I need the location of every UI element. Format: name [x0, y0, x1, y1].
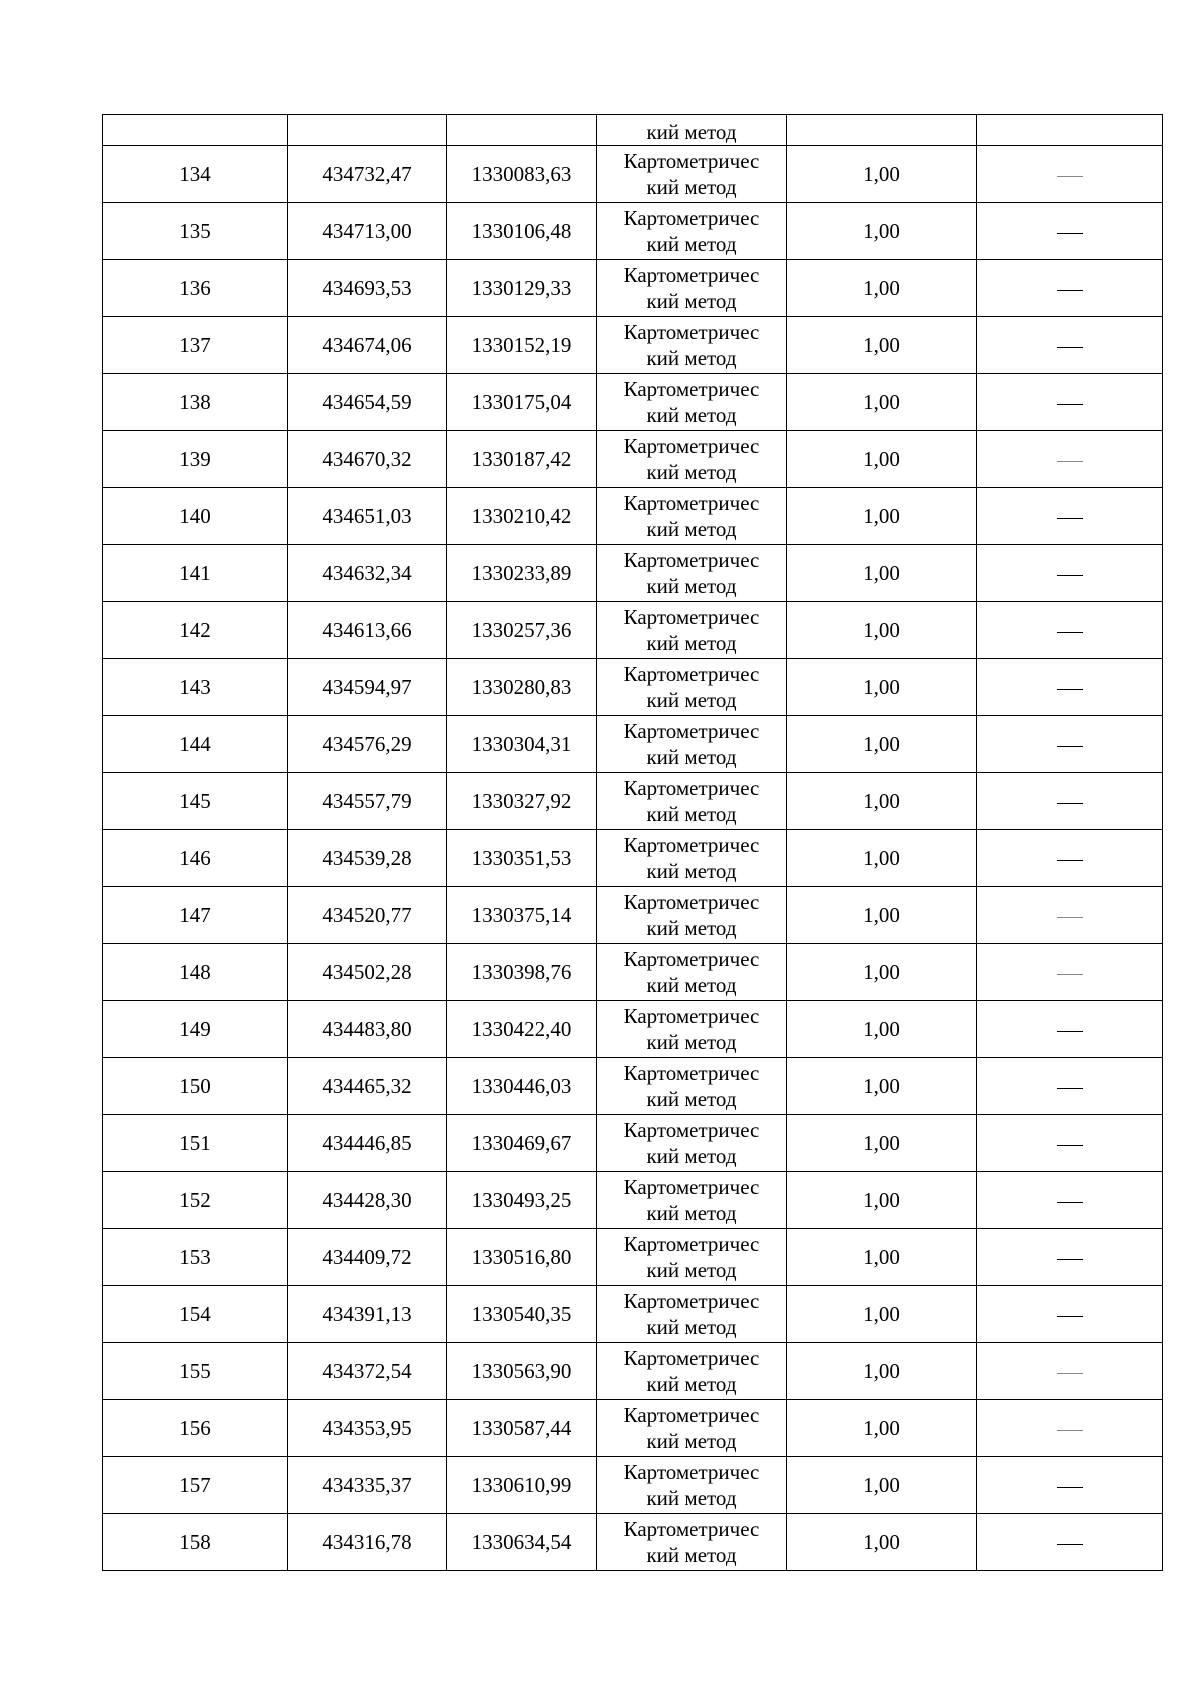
table-row	[103, 1343, 1163, 1400]
cell-accuracy: 1,00	[787, 659, 977, 716]
cell-y: 1330257,36	[447, 602, 597, 659]
table-row	[103, 1229, 1163, 1286]
method-line-1: Картометричес	[623, 206, 760, 230]
cell-description	[977, 317, 1163, 374]
cell-method	[597, 374, 787, 431]
table-row	[103, 146, 1163, 203]
method-line-1: Картометричес	[623, 1346, 760, 1370]
cell-accuracy: 1,00	[787, 773, 977, 830]
cell-y: 1330422,40	[447, 1001, 597, 1058]
method-line-2: кий метод	[646, 859, 737, 883]
table-row	[103, 944, 1163, 1001]
method-line-2: кий метод	[646, 1201, 737, 1225]
cell-number: 138	[103, 374, 288, 431]
method-line-1: Картометричес	[623, 1061, 760, 1085]
cell-y: 1330129,33	[447, 260, 597, 317]
table-body	[103, 115, 1163, 1571]
dash-mark	[1057, 746, 1083, 747]
cell-description	[977, 1001, 1163, 1058]
dash-mark	[1057, 518, 1083, 519]
cell-description	[977, 1343, 1163, 1400]
cell-description	[977, 203, 1163, 260]
cell-x: 434613,66	[288, 602, 447, 659]
cell-description	[977, 374, 1163, 431]
cell-y: 1330280,83	[447, 659, 597, 716]
cell-y: 1330175,04	[447, 374, 597, 431]
cell-x: 434539,28	[288, 830, 447, 887]
cell-y: 1330516,80	[447, 1229, 597, 1286]
cell-accuracy: 1,00	[787, 260, 977, 317]
cell-number: 154	[103, 1286, 288, 1343]
cell-method	[597, 1229, 787, 1286]
cell-description	[977, 1286, 1163, 1343]
table-row	[103, 659, 1163, 716]
cell-y: 1330210,42	[447, 488, 597, 545]
method-line-2: кий метод	[646, 574, 737, 598]
table-row	[103, 1514, 1163, 1571]
dash-mark	[1057, 917, 1083, 918]
method-line-1: Картометричес	[623, 377, 760, 401]
method-line-1: Картометричес	[623, 149, 760, 173]
table-row	[103, 773, 1163, 830]
method-line-1: Картометричес	[623, 1004, 760, 1028]
cell-x: 434409,72	[288, 1229, 447, 1286]
method-line-2: кий метод	[646, 1315, 737, 1339]
cell-x: 434465,32	[288, 1058, 447, 1115]
cell-y: 1330446,03	[447, 1058, 597, 1115]
method-line-1: Картометричес	[623, 1175, 760, 1199]
method-line-2: кий метод	[646, 973, 737, 997]
dash-mark	[1057, 689, 1083, 690]
cell-accuracy: 1,00	[787, 1229, 977, 1286]
dash-mark	[1057, 860, 1083, 861]
cell-number: 148	[103, 944, 288, 1001]
cell-x: 434483,80	[288, 1001, 447, 1058]
method-line-1: Картометричес	[623, 1232, 760, 1256]
method-line-2: кий метод	[646, 175, 737, 199]
cell-method	[597, 1172, 787, 1229]
dash-mark	[1057, 1487, 1083, 1488]
cell-description	[977, 1400, 1163, 1457]
cell-number: 144	[103, 716, 288, 773]
cell-number: 147	[103, 887, 288, 944]
cell-x: 434335,37	[288, 1457, 447, 1514]
method-line-2: кий метод	[646, 460, 737, 484]
cell-method	[597, 773, 787, 830]
dash-mark	[1057, 290, 1083, 291]
continuation-row	[103, 115, 1163, 146]
method-line-1: Картометричес	[623, 1289, 760, 1313]
cell-y: 1330540,35	[447, 1286, 597, 1343]
cell-x: 434428,30	[288, 1172, 447, 1229]
cell-description	[977, 1172, 1163, 1229]
cell-number: 157	[103, 1457, 288, 1514]
cell-method	[597, 1286, 787, 1343]
table-row	[103, 1001, 1163, 1058]
table-row	[103, 1058, 1163, 1115]
method-line-2: кий метод	[646, 1258, 737, 1282]
dash-mark	[1057, 974, 1083, 975]
dash-mark	[1057, 1202, 1083, 1203]
coordinates-table	[102, 114, 1163, 1571]
cell-number: 139	[103, 431, 288, 488]
cell-x: 434446,85	[288, 1115, 447, 1172]
cell-y: 1330233,89	[447, 545, 597, 602]
method-line-2: кий метод	[646, 346, 737, 370]
cell-y: 1330493,25	[447, 1172, 597, 1229]
cell-description	[977, 146, 1163, 203]
table-row	[103, 1286, 1163, 1343]
cell-accuracy: 1,00	[787, 944, 977, 1001]
cell-x: 434594,97	[288, 659, 447, 716]
cell-number: 134	[103, 146, 288, 203]
cell-accuracy: 1,00	[787, 1457, 977, 1514]
cell-method	[597, 659, 787, 716]
cell-description	[977, 1115, 1163, 1172]
table-row	[103, 716, 1163, 773]
cell-x: 434576,29	[288, 716, 447, 773]
cell-accuracy: 1,00	[787, 317, 977, 374]
cell-method	[597, 146, 787, 203]
table-row	[103, 431, 1163, 488]
dash-mark	[1057, 1430, 1083, 1431]
cell-y	[447, 115, 597, 146]
dash-mark	[1057, 461, 1083, 462]
cell-x: 434670,32	[288, 431, 447, 488]
cell-x: 434674,06	[288, 317, 447, 374]
method-line-1: Картометричес	[623, 434, 760, 458]
cell-description	[977, 488, 1163, 545]
cell-description	[977, 1229, 1163, 1286]
method-line-1: Картометричес	[623, 833, 760, 857]
table-row	[103, 830, 1163, 887]
dash-mark	[1057, 233, 1083, 234]
table-row	[103, 374, 1163, 431]
cell-accuracy: 1,00	[787, 1286, 977, 1343]
cell-number: 158	[103, 1514, 288, 1571]
method-line-2: кий метод	[646, 745, 737, 769]
method-line-2: кий метод	[646, 1486, 737, 1510]
cell-y: 1330187,42	[447, 431, 597, 488]
dash-mark	[1057, 1031, 1083, 1032]
cell-y: 1330304,31	[447, 716, 597, 773]
cell-accuracy	[787, 115, 977, 146]
dash-mark	[1057, 1145, 1083, 1146]
cell-method	[597, 887, 787, 944]
cell-y: 1330587,44	[447, 1400, 597, 1457]
cell-method	[597, 1001, 787, 1058]
cell-description	[977, 1457, 1163, 1514]
cell-method	[597, 1115, 787, 1172]
cell-y: 1330563,90	[447, 1343, 597, 1400]
cell-y: 1330398,76	[447, 944, 597, 1001]
cell-accuracy: 1,00	[787, 1058, 977, 1115]
method-line-1: Картометричес	[623, 947, 760, 971]
cell-accuracy: 1,00	[787, 716, 977, 773]
method-line-1: Картометричес	[623, 890, 760, 914]
method-line-2: кий метод	[646, 688, 737, 712]
method-line-2: кий метод	[646, 1429, 737, 1453]
cell-x: 434502,28	[288, 944, 447, 1001]
cell-number: 149	[103, 1001, 288, 1058]
cell-number	[103, 115, 288, 146]
cell-x: 434651,03	[288, 488, 447, 545]
cell-y: 1330634,54	[447, 1514, 597, 1571]
method-line-1: Картометричес	[623, 1403, 760, 1427]
method-line-1: Картометричес	[623, 1460, 760, 1484]
method-line-2: кий метод	[646, 289, 737, 313]
cell-description	[977, 545, 1163, 602]
cell-x: 434654,59	[288, 374, 447, 431]
cell-description	[977, 659, 1163, 716]
cell-number: 135	[103, 203, 288, 260]
cell-method	[597, 203, 787, 260]
cell-method: кий метод	[597, 115, 787, 146]
cell-method	[597, 944, 787, 1001]
cell-number: 141	[103, 545, 288, 602]
method-line-1: Картометричес	[623, 548, 760, 572]
cell-number: 142	[103, 602, 288, 659]
cell-accuracy: 1,00	[787, 602, 977, 659]
cell-y: 1330351,53	[447, 830, 597, 887]
cell-description	[977, 602, 1163, 659]
cell-y: 1330083,63	[447, 146, 597, 203]
cell-number: 153	[103, 1229, 288, 1286]
method-line-1: Картометричес	[623, 605, 760, 629]
method-line-2: кий метод	[646, 1543, 737, 1567]
table-row	[103, 602, 1163, 659]
cell-x: 434693,53	[288, 260, 447, 317]
dash-mark	[1057, 347, 1083, 348]
cell-accuracy: 1,00	[787, 1115, 977, 1172]
dash-mark	[1057, 1373, 1083, 1374]
cell-description	[977, 260, 1163, 317]
method-line-2: кий метод	[646, 631, 737, 655]
table-row	[103, 1400, 1163, 1457]
cell-description	[977, 115, 1163, 146]
table-row	[103, 203, 1163, 260]
cell-description	[977, 830, 1163, 887]
cell-accuracy: 1,00	[787, 1514, 977, 1571]
dash-mark	[1057, 575, 1083, 576]
dash-mark	[1057, 1259, 1083, 1260]
cell-accuracy: 1,00	[787, 431, 977, 488]
method-line-2: кий метод	[646, 1144, 737, 1168]
cell-y: 1330327,92	[447, 773, 597, 830]
cell-number: 145	[103, 773, 288, 830]
method-line-2: кий метод	[646, 802, 737, 826]
method-line-2: кий метод	[646, 403, 737, 427]
table-row	[103, 545, 1163, 602]
cell-number: 152	[103, 1172, 288, 1229]
cell-description	[977, 887, 1163, 944]
table-row	[103, 1172, 1163, 1229]
cell-x: 434372,54	[288, 1343, 447, 1400]
cell-description	[977, 1058, 1163, 1115]
cell-method	[597, 1514, 787, 1571]
cell-accuracy: 1,00	[787, 374, 977, 431]
method-line-2: кий метод	[646, 232, 737, 256]
method-line-1: Картометричес	[623, 662, 760, 686]
cell-method	[597, 1457, 787, 1514]
cell-y: 1330469,67	[447, 1115, 597, 1172]
cell-method	[597, 602, 787, 659]
method-line-1: Картометричес	[623, 776, 760, 800]
cell-method	[597, 260, 787, 317]
cell-y: 1330106,48	[447, 203, 597, 260]
cell-number: 143	[103, 659, 288, 716]
cell-number: 155	[103, 1343, 288, 1400]
method-line-1: Картометричес	[623, 1118, 760, 1142]
cell-description	[977, 773, 1163, 830]
method-line-2: кий метод	[646, 517, 737, 541]
cell-number: 137	[103, 317, 288, 374]
cell-number: 151	[103, 1115, 288, 1172]
cell-method	[597, 317, 787, 374]
cell-accuracy: 1,00	[787, 887, 977, 944]
method-line-2: кий метод	[646, 1030, 737, 1054]
cell-y: 1330152,19	[447, 317, 597, 374]
cell-y: 1330375,14	[447, 887, 597, 944]
cell-number: 156	[103, 1400, 288, 1457]
cell-x: 434353,95	[288, 1400, 447, 1457]
cell-x: 434520,77	[288, 887, 447, 944]
table-row	[103, 488, 1163, 545]
dash-mark	[1057, 803, 1083, 804]
cell-x: 434557,79	[288, 773, 447, 830]
cell-y: 1330610,99	[447, 1457, 597, 1514]
cell-method	[597, 1343, 787, 1400]
dash-mark	[1057, 1088, 1083, 1089]
cell-method	[597, 1058, 787, 1115]
cell-x: 434316,78	[288, 1514, 447, 1571]
cell-accuracy: 1,00	[787, 203, 977, 260]
cell-method	[597, 545, 787, 602]
cell-x: 434713,00	[288, 203, 447, 260]
cell-x	[288, 115, 447, 146]
dash-mark	[1057, 632, 1083, 633]
table-row	[103, 260, 1163, 317]
dash-mark	[1057, 1544, 1083, 1545]
cell-number: 140	[103, 488, 288, 545]
cell-accuracy: 1,00	[787, 146, 977, 203]
cell-method	[597, 1400, 787, 1457]
table-row	[103, 1457, 1163, 1514]
cell-method	[597, 431, 787, 488]
cell-accuracy: 1,00	[787, 1001, 977, 1058]
method-line-2: кий метод	[646, 916, 737, 940]
cell-method	[597, 830, 787, 887]
cell-accuracy: 1,00	[787, 1400, 977, 1457]
cell-accuracy: 1,00	[787, 1172, 977, 1229]
method-line-1: Картометричес	[623, 320, 760, 344]
cell-accuracy: 1,00	[787, 488, 977, 545]
method-line-1: Картометричес	[623, 263, 760, 287]
cell-accuracy: 1,00	[787, 1343, 977, 1400]
cell-number: 146	[103, 830, 288, 887]
cell-description	[977, 944, 1163, 1001]
table-row	[103, 317, 1163, 374]
method-line-1: Картометричес	[623, 719, 760, 743]
method-line-2: кий метод	[646, 1087, 737, 1111]
table-row	[103, 887, 1163, 944]
cell-number: 150	[103, 1058, 288, 1115]
cell-method	[597, 716, 787, 773]
method-line-2: кий метод	[646, 1372, 737, 1396]
dash-mark	[1057, 176, 1083, 177]
table-row	[103, 1115, 1163, 1172]
method-line-1: Картометричес	[623, 1517, 760, 1541]
dash-mark	[1057, 404, 1083, 405]
cell-x: 434732,47	[288, 146, 447, 203]
cell-description	[977, 716, 1163, 773]
cell-accuracy: 1,00	[787, 545, 977, 602]
method-line-1: Картометричес	[623, 491, 760, 515]
cell-accuracy: 1,00	[787, 830, 977, 887]
cell-description	[977, 431, 1163, 488]
cell-method	[597, 488, 787, 545]
cell-number: 136	[103, 260, 288, 317]
dash-mark	[1057, 1316, 1083, 1317]
cell-x: 434632,34	[288, 545, 447, 602]
cell-x: 434391,13	[288, 1286, 447, 1343]
cell-description	[977, 1514, 1163, 1571]
